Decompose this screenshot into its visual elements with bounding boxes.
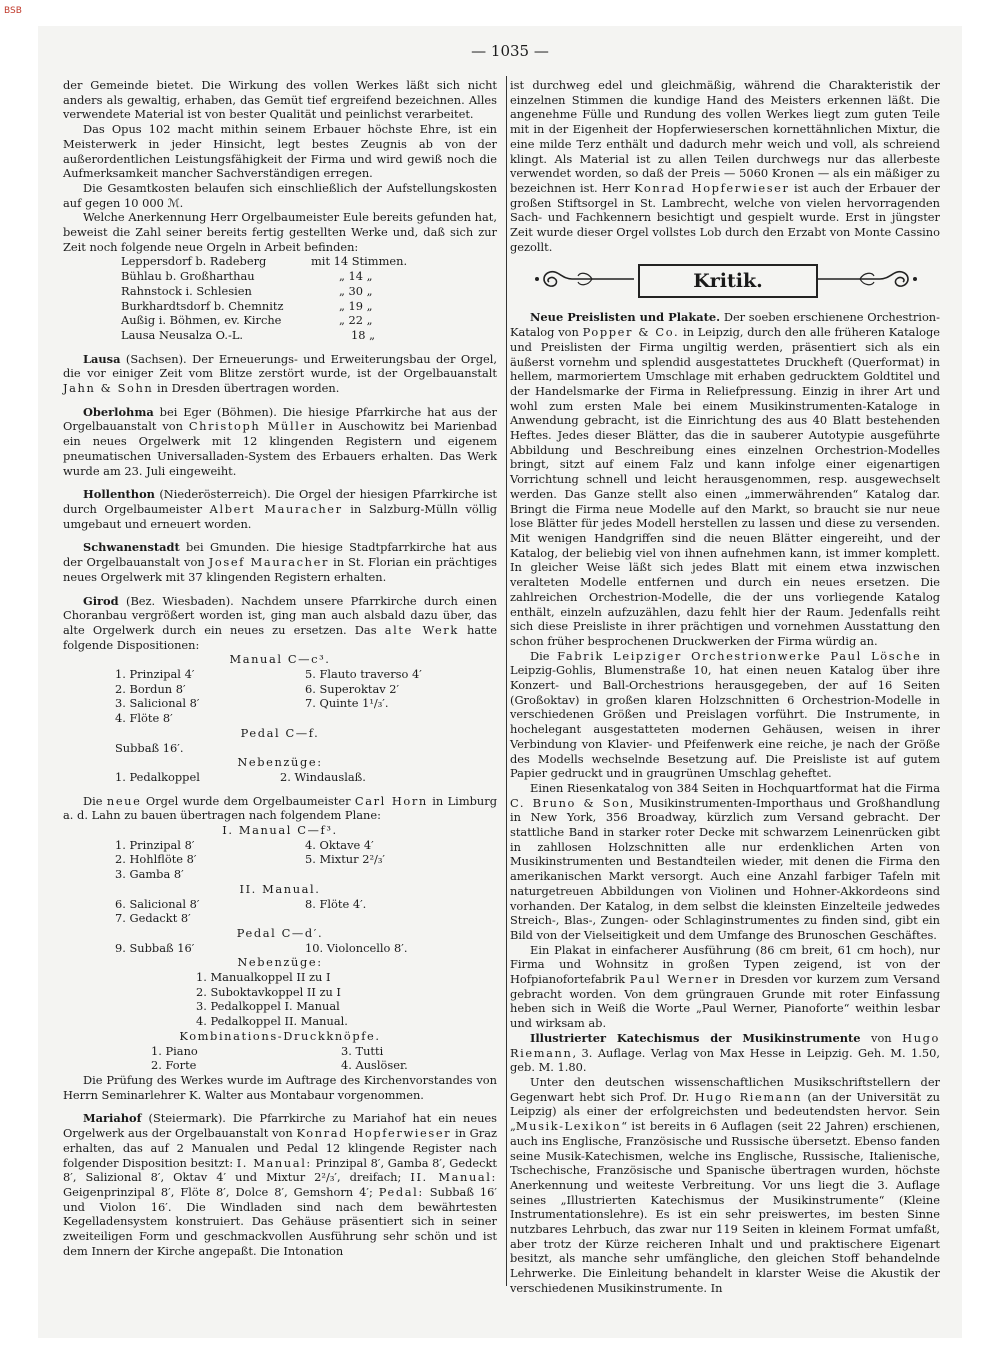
paragraph xyxy=(510,78,940,254)
organ-stops: „ 19 „ xyxy=(339,298,373,313)
firm-name: Popper & Co. xyxy=(582,325,680,340)
paragraph xyxy=(510,781,940,943)
text: bei Eger (Böhmen). Die hiesige Pfarrkirche hat aus der Orgelbauanstalt von xyxy=(63,404,497,434)
stop: 8. Flöte 4′. xyxy=(305,896,367,911)
stop: 3. Gamba 8′ xyxy=(115,867,184,882)
library-watermark: BSB xyxy=(4,6,22,16)
person-name: Konrad Hopferwieser xyxy=(634,180,790,195)
stop: 6. Superoktav 2′ xyxy=(305,681,400,696)
stop: 2. Forte xyxy=(151,1058,197,1073)
organ-list-row xyxy=(121,254,497,269)
stop-row xyxy=(115,711,497,726)
stop-row xyxy=(151,1058,497,1073)
review-katechismus xyxy=(510,1031,940,1075)
text: in Dresden übertragen worden. xyxy=(153,381,340,396)
text: bei Gmunden. Die hiesige Stadtpfarrkirche hat aus der Orgelbauanstalt von xyxy=(63,540,497,570)
text: (Steiermark). Die Pfarrkirche zu Mariahof hat ein neues Orgelwerk aus der Orgelbauanstalt von xyxy=(63,1111,497,1141)
firm-name: Josef Mauracher xyxy=(208,555,329,570)
place-heading: Hollenthon xyxy=(83,487,155,502)
emphasis: Pedal: xyxy=(378,1184,424,1199)
firm-name: Jahn & Sohn xyxy=(63,381,154,396)
place-heading: Schwanenstadt xyxy=(83,540,180,555)
paragraph: Das Opus 102 macht mithin seinem Erbauer höchste Ehre, ist ein Meisterwerk in jeder Hinsicht, legt bestes Zeugnis ab von der außerordentlichen Leistungsfähigkeit der Firma und wird gewiß noch die Aufmerksamkeit mancher Sachverständigen erregen. xyxy=(63,122,497,181)
stop-row xyxy=(115,696,497,711)
stop: 1. Pedalkoppel xyxy=(115,769,200,784)
disposition-heading: Pedal C—d′. xyxy=(236,925,324,940)
firm-name: Christoph Müller xyxy=(188,419,316,434)
organ-list-row xyxy=(121,269,497,284)
firm-name: Fabrik Leipziger Orchestrionwerke Paul Lösche xyxy=(557,648,922,663)
stop: Subbaß 16′. xyxy=(115,740,184,755)
emphasis: Musik-Lexikon xyxy=(515,1119,622,1134)
column-rule xyxy=(506,76,507,1286)
stop: 4. Oktave 4′ xyxy=(305,837,374,852)
review-heading: Illustrierter Katechismus der Musikinstrumente xyxy=(530,1030,861,1045)
emphasis: I. Manual: xyxy=(236,1155,312,1170)
page-number: — 1035 — xyxy=(471,42,549,60)
organ-stops: „ 22 „ xyxy=(339,313,373,328)
organ-list-row xyxy=(121,313,497,328)
text: in Leipzig-Gohlis, Blumenstraße 10, hat einen neuen Katalog über ihre Konzert- und Ball-Orchestrions herausgegeben, der auf 16 Seiten (Großoktav) in großen klaren Holzschnitten 6 Orchestrion-Modelle in verschiedenen Größen und Preislagen vorführt. Die Instrumente, in hochelegant ausgestatteten modernen Gehäusen, weisen in ihrer Verbindung von Klavier- und Pfeifenwerk eine reiche, je nach der Größe des Modells wechselnde Besetzung auf. Die Preisliste ist auf gutem Papier gedruckt und in graugrünen Umschlag geheftet. xyxy=(510,648,941,781)
text: in Limburg a. d. Lahn zu bauen übertragen nach folgendem Plane: xyxy=(63,793,497,823)
text: in Dresden vor kurzem zum Versand gebracht worden. Von dem grüngrauen Grunde mit roter Einfassung heben sich in Weiß die Worte „Paul Werner, Pianoforte“ weithin lesbar und wirksam ab. xyxy=(510,972,940,1031)
news-item-hollenthon xyxy=(63,487,497,531)
coupler: 2. Suboktavkoppel II zu I xyxy=(196,984,341,999)
emphasis: neue xyxy=(106,793,142,808)
ornament-right-icon xyxy=(816,266,920,292)
organ-list-row xyxy=(121,328,497,343)
stop: 7. Quinte 1¹/₃′. xyxy=(305,696,389,711)
organ-place: Burkhardtsdorf b. Chemnitz xyxy=(121,298,284,313)
text: in Auschowitz bei Marienbad ein neues Orgelwerk mit 12 klingenden Registern und eigenem pneumatischen Universalladen-System des Erbauers erhalten. Das Werk wurde am 23. Juli eingeweiht. xyxy=(63,419,497,478)
text: (Bez. Wiesbaden). Nachdem unsere Pfarrkirche durch einen Choranbau vergrößert worden ist, ging man auch alsbald dazu über, das alte Orgelwerk durch ein neues zu ersetzen. Das xyxy=(63,593,497,637)
coupler-list xyxy=(63,970,497,1029)
text: , 3. Auflage. Verlag von Max Hesse in Leipzig. Geh. M. 1.50, geb. M. 1.80. xyxy=(510,1045,940,1075)
text: Die xyxy=(83,793,107,808)
coupler: 4. Pedalkoppel II. Manual. xyxy=(196,1014,348,1029)
organ-stops: „ 30 „ xyxy=(339,283,373,298)
stop-table xyxy=(63,897,497,926)
disposition-heading: Manual C—c³. xyxy=(229,652,331,667)
stop-row xyxy=(115,911,497,926)
text: hatte folgende Dispositionen: xyxy=(63,622,498,652)
firm-name: Carl Horn xyxy=(354,793,428,808)
left-column xyxy=(63,78,497,1258)
section-title: Kritik. xyxy=(638,264,818,298)
stop-row xyxy=(115,682,497,697)
firm-name: C. Bruno & Son xyxy=(510,795,630,810)
stop-row xyxy=(63,770,497,785)
stop-row xyxy=(63,941,497,956)
text: Der soeben erschienene Orchestrion-Katalog von xyxy=(510,310,940,340)
text: (an der Universität zu Leipzig) als einer der erfolgreichsten und bedeutendsten hervor. Sein „ xyxy=(510,1089,940,1134)
coupler: 1. Manualkoppel II zu I xyxy=(196,970,331,985)
organ-stops: „ 14 „ xyxy=(339,269,373,284)
stop: 1. Prinzipal 8′ xyxy=(115,837,195,852)
paragraph xyxy=(63,794,497,823)
news-item-girod xyxy=(63,594,497,653)
text: Geigenprinzipal 8′, Flöte 8′, Dolce 8′, Gemshorn 4′; xyxy=(63,1184,379,1199)
stop-row xyxy=(115,867,497,882)
disposition-heading: I. Manual C—f³. xyxy=(222,823,338,838)
text: in St. Florian ein prächtiges neues Orgelwerk mit 37 klingenden Registern erhalten. xyxy=(63,555,498,584)
section-header-kritik xyxy=(510,258,940,304)
firm-name: Albert Mauracher xyxy=(209,501,343,516)
stop: 6. Salicional 8′ xyxy=(115,896,200,911)
organ-place: Bühlau b. Großharthau xyxy=(121,269,255,284)
organ-list-row xyxy=(121,284,497,299)
organ-stops: mit 14 Stimmen. xyxy=(311,254,408,269)
text: (Sachsen). Der Erneuerungs- und Erweiterungsbau der Orgel, die vor einiger Zeit vom Blitze zerstört wurde, ist der Orgelbauanstalt xyxy=(63,351,497,381)
paragraph: Die Prüfung des Werkes wurde im Auftrage des Kirchenvorstandes von Herrn Seminarlehrer K. Walter aus Montabaur vorgenommen. xyxy=(63,1073,497,1102)
text: Ein Plakat in einfacherer Ausführung (86 cm breit, 61 cm hoch), nur Firma und Wohnsitz in großen Typen zeigend, ist von der Hofpianofortefabrik xyxy=(510,942,940,987)
text: (Niederösterreich). Die Orgel der hiesigen Pfarrkirche ist durch Orgelbaumeister xyxy=(63,487,497,516)
news-item-schwanenstadt xyxy=(63,540,497,584)
disposition-heading: Pedal C—f. xyxy=(240,725,320,740)
right-column xyxy=(510,78,940,1296)
stop-row xyxy=(115,852,497,867)
text: Subbaß 16′ und Violon 16′. Die Windladen sind nach dem bewährtesten Kegelladensystem konstruiert. Das Gehäuse präsentiert sich in seiner zweiteiligen Form und geschmackvollen Ausführung sehr schön und ist dem Innern der Kirche angepaßt. Die Intonation xyxy=(63,1184,497,1258)
text: ist auch der Erbauer der großen Stiftsorgel in St. Lambrecht, welche von vielen hervorragenden Sach- und Fachkennern besichtigt und gespielt wurde. Erst in jüngster Zeit wurde dieser Orgel vollstes Lob durch den Erzabt von Monte Cassino gezollt. xyxy=(510,180,940,254)
stop-row xyxy=(115,838,497,853)
paragraph xyxy=(510,649,940,781)
stop: 2. Bordun 8′ xyxy=(115,681,186,696)
paragraph xyxy=(510,943,940,1031)
person-name: Hugo Riemann xyxy=(694,1089,803,1104)
emphasis: II. Manual: xyxy=(410,1170,497,1185)
stop-table xyxy=(63,838,497,882)
firm-name: Konrad Hopferwieser xyxy=(296,1126,452,1141)
disposition-heading: Kombinations-Druckknöpfe. xyxy=(179,1028,381,1043)
stop: 1. Prinzipal 4′ xyxy=(115,667,195,682)
stop: 2. Hohlflöte 8′ xyxy=(115,852,197,867)
stop: 5. Mixtur 2²/₃′ xyxy=(305,852,386,867)
stop: 7. Gedackt 8′ xyxy=(115,911,191,926)
stop-table xyxy=(63,667,497,726)
organ-list-row xyxy=(121,299,497,314)
stop-row xyxy=(115,667,497,682)
news-item-mariahof xyxy=(63,1111,497,1258)
place-heading: Girod xyxy=(83,593,119,608)
stop-row xyxy=(151,1044,497,1059)
text: “ ist bereits in 6 Auflagen (seit 22 Jahren) erschienen, auch ins Englische, Französische und Russische übersetzt. Ebenso fanden seine Musik-Katechismen, welche ins Englische, Russische, Italienische, Tschechische, Französische und Spanische übertragen wurden, höchste Anerkennung und weiteste Verbreitung. Vor uns liegt die 3. Auflage seines „Illustrierten Katechismus der Musikinstrumente“ (Kleine Instrumentationslehre). Es ist ein sehr preiswertes, im besten Sinne nutzbares Lehrbuch, das zwar nur 119 Seiten in kleinem Format umfaßt, aber trotz der Kürze reicheren Inhalt und und praktischere Eigenart besitzt, als manche sehr umfängliche, den gleichen Stoff behandelnde Lehrwerke. Die Einleitung behandelt in klarster Weise die Akustik der verschiedenen Musikinstrumente. In xyxy=(510,1119,940,1295)
text: ist durchweg edel und gleichmäßig, während die Charakteristik der einzelnen Stimmen die kundige Hand des Meisters erkennen läßt. Die angenehme Fülle und Rundung des vollen Werkes liegt zum guten Teile mit in der Eigenheit der Hopferwieserschen kornettähnlichen Mixtur, die eine milde Terz enthält und dadurch mehr weich und voll, als schreiend klingt. Als Material ist zu allen Teilen durchwegs nur das allerbeste verwendet worden, so daß der Preis — 5060 Kronen — als ein mäßiger zu bezeichnen ist. Herr xyxy=(510,78,940,195)
organ-place: Außig i. Böhmen, ev. Kirche xyxy=(121,313,282,328)
review-heading: Neue Preislisten und Plakate. xyxy=(530,310,721,325)
organ-place: Leppersdorf b. Radeberg xyxy=(121,254,267,269)
stop: 3. Salicional 8′ xyxy=(115,696,200,711)
disposition-heading: Nebenzüge: xyxy=(237,955,323,970)
text: von xyxy=(860,1030,903,1045)
organ-stops: 18 „ xyxy=(351,327,376,342)
place-heading: Lausa xyxy=(83,351,121,366)
paragraph xyxy=(510,1075,940,1296)
review-preislisten xyxy=(510,310,940,648)
stop: 1. Piano xyxy=(151,1043,198,1058)
disposition-heading: Nebenzüge: xyxy=(237,755,323,770)
text: Unter den deutschen wissenschaftlichen Musikschriftstellern der Gegenwart hebt sich Prof. Dr. xyxy=(510,1075,940,1104)
text: Die xyxy=(530,648,558,663)
stop: 4. Auslöser. xyxy=(341,1058,408,1073)
coupler: 3. Pedalkoppel I. Manual xyxy=(196,999,340,1014)
text: , Musikinstrumenten-Importhaus und Großhandlung in New York, 356 Broadway, kürzlich zum Versand gebracht. Der stattliche Band in starker roter Decke mit schwarzem Leinenrücken gibt in zahllosen Holzschnitten alle nur erdenklichen Arten von Musikinstrumenten und Bestandteilen wieder, mit denen die Firma den amerikanischen Markt versorgt. Auch eine Anzahl farbiger Tafeln mit naturgetreuen Abbildungen von Violinen und Hohner-Akkordeons sind vorhanden. Der Katalog, in dem selbst die kleinsten Einzelteile jedwedes Streich-, Blas-, Zungen- oder Schlaginstrumentes zu finden sind, gibt ein Bild von der Vielseitigkeit und dem Umfange des Brunoschen Geschäftes. xyxy=(510,795,940,942)
stop: 4. Flöte 8′ xyxy=(115,711,173,726)
news-item-lausa xyxy=(63,352,497,396)
ornament-left-icon xyxy=(532,266,636,292)
stop-table xyxy=(63,1044,497,1073)
paragraph: der Gemeinde bietet. Die Wirkung des vollen Werkes läßt sich nicht anders als gewaltig, erhaben, das Gemüt tief ergreifend bezeichnen. Alles verwendete Material ist von bester Qualität und peinlichst verarbeitet. xyxy=(63,78,497,122)
organ-list xyxy=(63,254,497,342)
stop: 5. Flauto traverso 4′ xyxy=(305,667,422,682)
stop: 9. Subbaß 16′ xyxy=(115,940,195,955)
stop: 3. Tutti xyxy=(341,1043,384,1058)
paragraph: Die Gesamtkosten belaufen sich einschließlich der Aufstellungskosten auf gegen 10 000 ℳ. xyxy=(63,180,497,210)
text: Orgel wurde dem Orgelbaumeister xyxy=(141,793,355,808)
paragraph: Welche Anerkennung Herr Orgelbaumeister Eule bereits gefunden hat, beweist die Zahl seiner bereits fertig gestellten Werke und, daß sich zur Zeit noch folgende neue Orgeln in Arbeit befinden: xyxy=(63,210,497,254)
organ-place: Rahnstock i. Schlesien xyxy=(121,283,252,298)
stop: 10. Violoncello 8′. xyxy=(305,940,408,955)
stop-row xyxy=(115,897,497,912)
firm-name: Paul Werner xyxy=(629,972,720,987)
organ-place: Lausa Neusalza O.-L. xyxy=(121,327,244,342)
emphasis: alte Werk xyxy=(384,622,459,637)
place-heading: Oberlohma xyxy=(83,404,154,419)
news-item-oberlohma xyxy=(63,405,497,479)
text: Prinzipal 8′, Gamba 8′, Gedeckt 8′, Salizional 8′, Oktav 4′ und Mixtur 2²/₃′, dreifach; xyxy=(63,1155,497,1185)
text: in Graz erhalten, das auf 2 Manualen und Pedal 12 klingende Register nach folgender Disposition besitzt: xyxy=(63,1126,498,1170)
stop: 2. Windauslaß. xyxy=(280,769,366,784)
person-name: Hugo Riemann xyxy=(510,1030,940,1060)
disposition-heading: II. Manual. xyxy=(239,881,321,896)
place-heading: Mariahof xyxy=(83,1111,142,1126)
text: in Salzburg-Mülln völlig umgebaut und erneuert worden. xyxy=(63,501,498,531)
text: in Leipzig, durch den alle früheren Kataloge und Preislisten der Firma ungiltig werden, präsentiert sich als ein äußerst vornehm und splendid ausgestattetes Druckheft (Querformat) in hellem, marmoriertem Umschlage mit erhaben gedrucktem Goldtitel und der Handelsmarke der Firma in Reliefpressung. Einzig in ihrer Art und wohl zum ersten Male bei einem Musikinstrumenten-Kataloge in Anwendung gebracht, ist die Einrichtung des aus 40 Blatt bestehenden Heftes. Jedes dieser Blätter, das die in sauberer Autotypie ausgeführte Abbildung und Beschreibung eines einzelnen Orchestrion-Modelles bringt, sitzt auf einem Falz und kann infolge einer eigenartigen Vorrichtung schnell und leicht herausgenommen, resp. ausgewechselt werden. Das Ganze stellt also einen „immerwährenden“ Katalog dar. Bringt die Firma neue Modelle auf den Markt, so braucht sie nur neue lose Blätter für jedes Modell herstellen zu lassen und diese zu versenden. Mit wenigen Handgriffen sind die neuen Blätter eingereiht, und der Katalog, der beliebig viel von ihnen aufnehmen kann, ist immer komplett. In gleicher Weise läßt sich jedes Blatt mit einem etwa inzwischen veralteten Modelle entfernen und durch ein neues ersetzen. Die zahlreichen Orchestrion-Modelle, die der uns vorliegende Katalog enthält, einzeln aufzuzählen, dazu fehlt hier der Raum. Jedenfalls reiht sich diese Preisliste in ihrer prächtigen und vornehmen Ausstattung den schon früher besprochenen Druckwerken der Firma würdig an. xyxy=(510,325,940,648)
text: Einen Riesenkatalog von 384 Seiten in Hochquartformat hat die Firma xyxy=(530,780,940,795)
